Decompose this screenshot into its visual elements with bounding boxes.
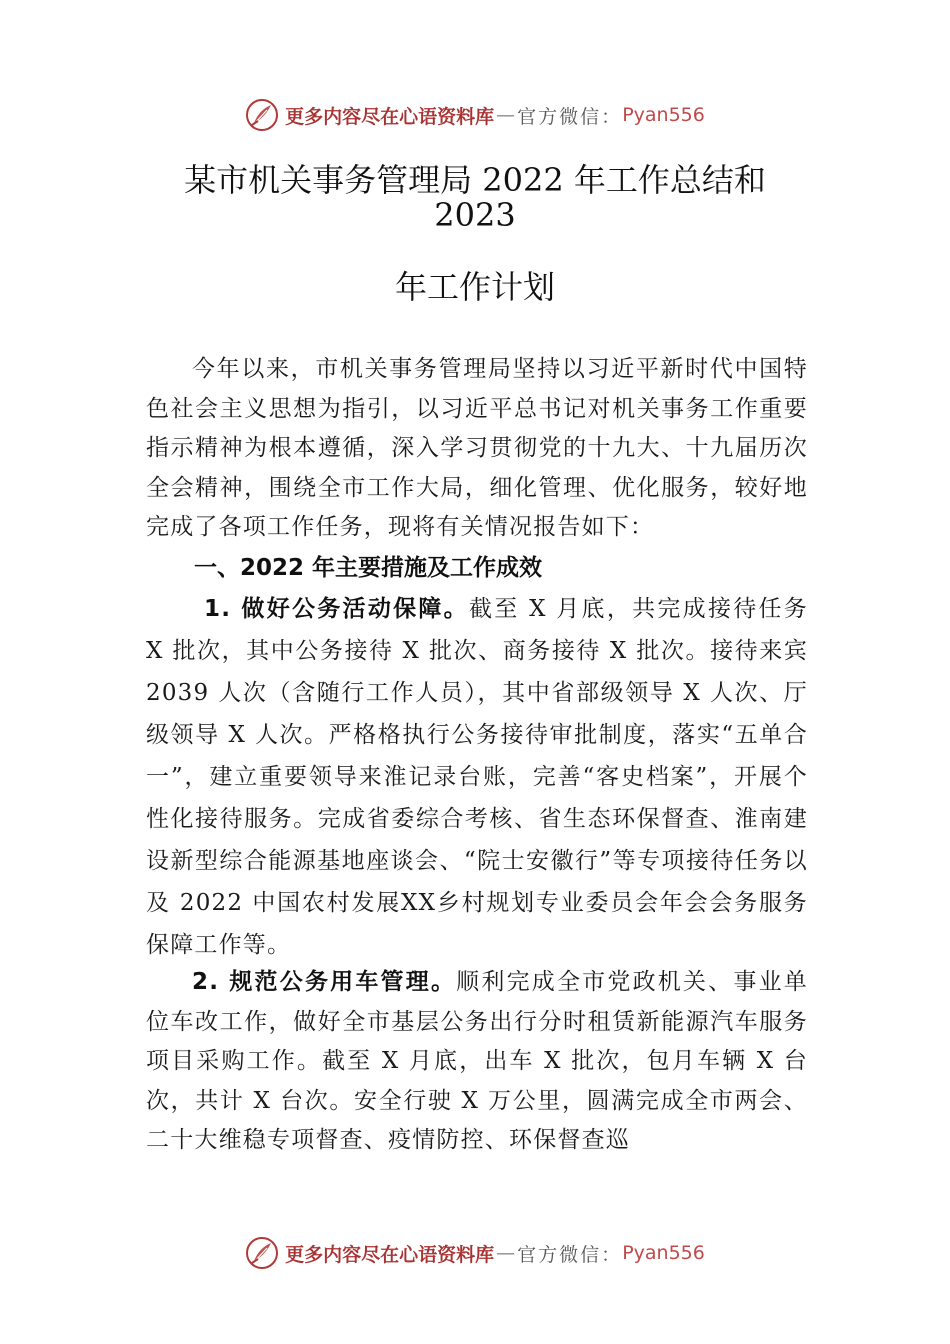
- watermark-banner-bottom: [0, 1233, 950, 1273]
- item-2-lead: 2. 规范公务用车管理。: [192, 969, 457, 995]
- item-1-body: 截至 X 月底，共完成接待任务 X 批次，其中公务接待 X 批次、商务接待 X 批次。接待来宾 2039 人次（含随行工作人员），其中省部级领导 X 人次、厅级领导 X 人次。严格格执行公务接待审批制度，落实“五单合一”，建立重要领导来淮记录台账，完善“客史档案”，开展个性化接待服务。完成省委综合考核、省生态环保督查、淮南建设新型综合能源基地座谈会、“院士安徽行”等专项接待任务以及 2022 中国农村发展XX乡村规划专业委员会年会会务服务保障工作等。: [146, 596, 808, 958]
- intro-paragraph: 今年以来，市机关事务管理局坚持以习近平新时代中国特色社会主义思想为指引，以习近平总书记对机关事务工作重要指示精神为根本遵循，深入学习贯彻党的十九大、十九届历次全会精神，围绕全市工作大局，细化管理、优化服务，较好地完成了各项工作任务，现将有关情况报告如下：: [146, 356, 808, 540]
- banner-contact-label: 官方微信：: [517, 105, 623, 128]
- document-title-line-3: 年工作计划: [394, 268, 555, 306]
- document-title-line-2: 2023: [434, 196, 516, 234]
- banner-dash: —: [496, 1242, 516, 1264]
- feather-pen-logo-icon: [245, 98, 279, 132]
- item-1-paragraph: [146, 588, 808, 966]
- banner-dash: —: [496, 104, 516, 126]
- item-1-lead: 1. 做好公务活动保障。: [204, 596, 469, 622]
- item-2-paragraph: [146, 963, 808, 1161]
- banner-wechat-id: Pyan556: [622, 104, 705, 126]
- item-2-body: 顺利完成全市党政机关、事业单位车改工作，做好全市基层公务出行分时租赁新能源汽车服务项目采购工作。截至 X 月底，出车 X 批次，包月车辆 X 台次，共计 X 台次。安全行驶 X 万公里，圆满完成全市两会、二十大维稳专项督查、疫情防控、环保督查巡: [146, 969, 808, 1153]
- banner-wechat-id: Pyan556: [622, 1242, 705, 1264]
- banner-brand: 更多内容尽在心语资料库: [285, 105, 495, 128]
- banner-contact-label: 官方微信：: [517, 1243, 623, 1266]
- document-title-line-1: 某市机关事务管理局 2022 年工作总结和: [184, 161, 766, 199]
- section-heading: 一、2022 年主要措施及工作成效: [194, 555, 543, 581]
- banner-brand: 更多内容尽在心语资料库: [285, 1243, 495, 1266]
- watermark-banner-top: [0, 95, 950, 135]
- feather-pen-logo-icon: [245, 1236, 279, 1270]
